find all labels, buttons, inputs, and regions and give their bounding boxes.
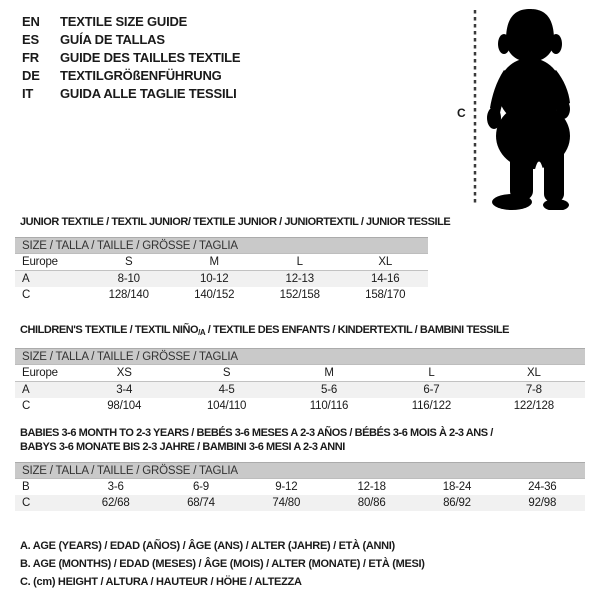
size-cell: 3-4 <box>116 384 133 396</box>
size-cell: M <box>324 367 334 379</box>
language-row-fr <box>22 49 240 67</box>
table-row <box>15 398 585 414</box>
language-label: TEXTILGRÖßENFÜHRUNG <box>60 68 222 83</box>
row-label: B <box>22 481 30 493</box>
junior-section <box>15 215 451 303</box>
babies-section-title-line1: BABIES 3-6 MONTH TO 2-3 YEARS / BEBÉS 3-6 MESES A 2-3 AÑOS / BÉBÉS 3-6 MOIS À 2-3 ANS / <box>20 427 493 439</box>
size-cell: 86/92 <box>443 497 471 509</box>
size-cell: 18-24 <box>442 481 472 493</box>
note-age-years: A. AGE (YEARS) / EDAD (AÑOS) / ÂGE (ANS) / ALTER (JAHRE) / ETÀ (ANNI) <box>20 540 395 552</box>
size-cell: 74/80 <box>272 497 301 509</box>
size-cell: 7-8 <box>525 384 542 396</box>
size-cell: 3-6 <box>107 481 124 493</box>
size-cell: 104/110 <box>206 400 247 412</box>
size-header-bar: SIZE / TALLA / TAILLE / GRÖSSE / TAGLIA <box>15 237 428 254</box>
language-label: GUÍA DE TALLAS <box>60 32 165 47</box>
toddler-silhouette <box>470 6 580 210</box>
size-cell: 14-16 <box>371 273 400 285</box>
junior-section-title: JUNIOR TEXTILE / TEXTIL JUNIOR/ TEXTILE JUNIOR / JUNIORTEXTIL / JUNIOR TESSILE <box>20 216 451 228</box>
language-code: ES <box>22 32 39 47</box>
size-cell: 12-18 <box>357 481 386 493</box>
row-label: Europe <box>22 256 58 268</box>
note-age-months: B. AGE (MONTHS) / EDAD (MESES) / ÂGE (MOIS) / ALTER (MONATE) / ETÀ (MESI) <box>20 558 425 570</box>
language-row-it <box>22 85 240 103</box>
height-measure-label: C <box>457 106 466 120</box>
babies-section <box>15 426 585 511</box>
size-cell: 62/68 <box>101 497 130 509</box>
language-code: EN <box>22 14 40 29</box>
row-label: C <box>22 289 31 301</box>
size-cell: L <box>428 367 435 379</box>
language-row-es <box>22 31 240 49</box>
size-cell: XL <box>378 256 393 268</box>
language-row-en <box>22 13 240 31</box>
size-cell: 110/116 <box>309 400 349 412</box>
language-label: TEXTILE SIZE GUIDE <box>60 14 188 29</box>
size-cell: S <box>222 367 231 379</box>
size-header-bar: SIZE / TALLA / TAILLE / GRÖSSE / TAGLIA <box>15 348 585 365</box>
size-cell: 12-13 <box>285 273 314 285</box>
size-cell: 4-5 <box>218 384 235 396</box>
toddler-silhouette-shape <box>487 9 570 210</box>
footnotes <box>20 537 425 591</box>
size-cell: XS <box>116 367 132 379</box>
table-row <box>15 287 428 303</box>
size-cell: M <box>209 256 219 268</box>
size-cell: 122/128 <box>513 400 554 412</box>
language-row-de <box>22 67 240 85</box>
row-label: A <box>22 384 30 396</box>
size-cell: 6-9 <box>192 481 209 493</box>
table-row <box>15 365 585 382</box>
language-code: FR <box>22 50 39 65</box>
table-row <box>15 271 428 287</box>
note-height-cm: C. (cm) HEIGHT / ALTURA / HAUTEUR / HÖHE / ALTEZZA <box>20 576 302 588</box>
children-title-prefix: CHILDREN'S TEXTILE / TEXTIL NIÑO <box>20 324 199 336</box>
language-label: GUIDA ALLE TAGLIE TESSILI <box>60 86 237 101</box>
row-label: C <box>22 497 31 509</box>
babies-section-title-line2: BABYS 3-6 MONATE BIS 2-3 JAHRE / BAMBINI 3-6 MESI A 2-3 ANNI <box>20 441 345 453</box>
language-title-list <box>22 13 240 103</box>
size-cell: 9-12 <box>275 481 298 493</box>
size-cell: 8-10 <box>117 273 140 285</box>
children-section-title <box>15 323 585 340</box>
size-header-bar: SIZE / TALLA / TAILLE / GRÖSSE / TAGLIA <box>15 462 585 479</box>
size-cell: 24-36 <box>528 481 557 493</box>
size-cell: 80/86 <box>357 497 386 509</box>
size-cell: 140/152 <box>194 289 235 301</box>
size-cell: 10-12 <box>200 273 229 285</box>
language-label: GUIDE DES TAILLES TEXTILE <box>60 50 241 65</box>
size-cell: 98/104 <box>107 400 142 412</box>
table-row <box>15 254 428 271</box>
size-cell: 158/170 <box>365 289 406 301</box>
size-cell: 6-7 <box>423 384 440 396</box>
children-section <box>15 323 585 414</box>
size-cell: 68/74 <box>187 497 215 509</box>
language-code: DE <box>22 68 40 83</box>
size-cell: XL <box>526 367 541 379</box>
row-label: C <box>22 400 31 412</box>
size-cell: S <box>125 256 133 268</box>
table-row <box>15 479 585 495</box>
row-label: Europe <box>22 367 58 379</box>
row-label: A <box>22 273 30 285</box>
size-cell: L <box>296 256 303 268</box>
language-code: IT <box>22 86 34 101</box>
size-cell: 92/98 <box>528 497 557 509</box>
children-title-sub: /A <box>198 328 206 337</box>
size-cell: 152/158 <box>279 289 320 301</box>
size-cell: 128/140 <box>108 289 149 301</box>
size-cell: 116/122 <box>411 400 452 412</box>
table-row <box>15 382 585 398</box>
table-row <box>15 495 585 511</box>
size-cell: 5-6 <box>321 384 338 396</box>
children-title-suffix: / TEXTILE DES ENFANTS / KINDERTEXTIL / BAMBINI TESSILE <box>205 324 510 336</box>
